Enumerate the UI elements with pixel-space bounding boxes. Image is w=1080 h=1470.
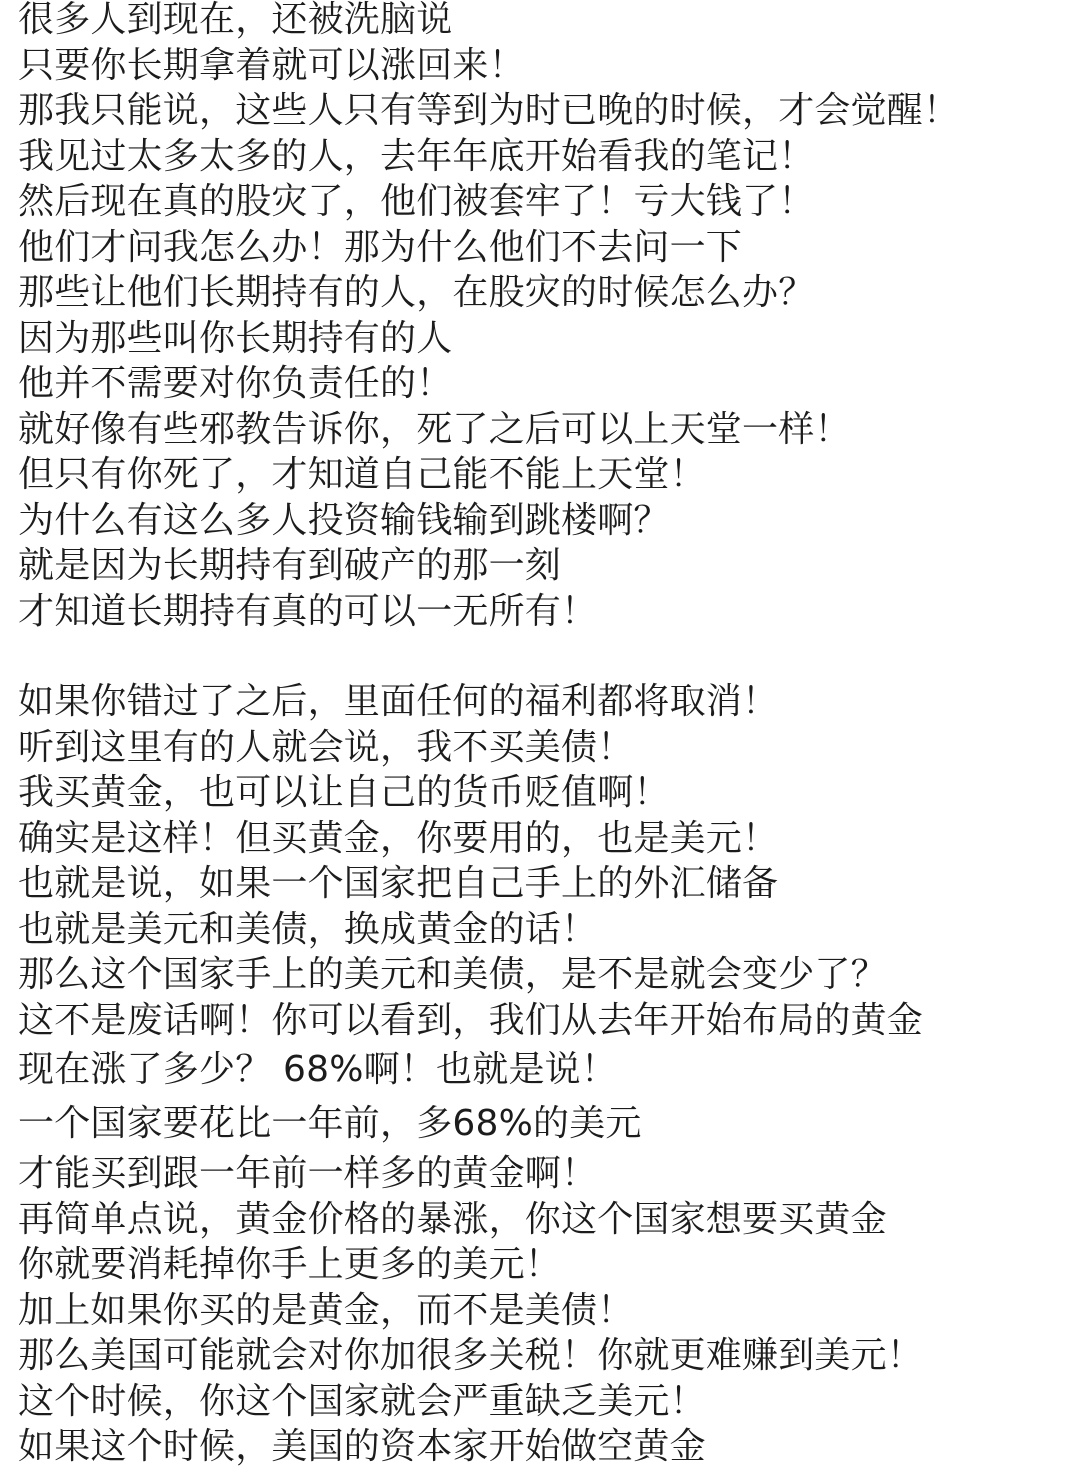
text-line: 确实是这样！但买黄金，你要用的，也是美元！ xyxy=(18,817,779,859)
document-body xyxy=(18,0,1070,1470)
text-line: 那么这个国家手上的美元和美债，是不是就会变少了？ xyxy=(18,954,887,995)
text-line: 加上如果你买的是黄金，而不是美债！ xyxy=(18,1289,634,1331)
text-line: 你就要消耗掉你手上更多的美元！ xyxy=(18,1244,562,1285)
text-line: 再简单点说，黄金价格的暴涨，你这个国家想要买黄金 xyxy=(18,1198,887,1240)
text-line: 那些让他们长期持有的人，在股灾的时候怎么办？ xyxy=(18,272,815,313)
text-line: 只要你长期拿着就可以涨回来！ xyxy=(18,44,525,86)
paragraph-1 xyxy=(18,0,1070,634)
text-line: 听到这里有的人就会说，我不买美债！ xyxy=(18,726,634,768)
text-line: 也就是美元和美债，换成黄金的话！ xyxy=(18,908,598,950)
text-line: 这不是废话啊！你可以看到，我们从去年开始布局的黄金 xyxy=(18,999,924,1041)
text-line: 他并不需要对你负责任的！ xyxy=(18,363,453,404)
text-line: 也就是说，如果一个国家把自己手上的外汇储备 xyxy=(18,863,779,904)
text-line: 才知道长期持有真的可以一无所有！ xyxy=(18,590,598,632)
text-line: 那我只能说，这些人只有等到为时已晚的时候，才会觉醒！ xyxy=(18,90,960,131)
text-line: 因为那些叫你长期持有的人 xyxy=(18,317,453,359)
text-line: 我见过太多太多的人，去年年底开始看我的笔记！ xyxy=(18,135,815,177)
text-line: 但只有你死了，才知道自己能不能上天堂！ xyxy=(18,454,706,495)
text-line: 很多人到现在，还被洗脑说 xyxy=(18,0,453,40)
text-line: 那么美国可能就会对你加很多关税！你就更难赚到美元！ xyxy=(18,1335,924,1376)
text-line: 他们才问我怎么办！那为什么他们不去问一下 xyxy=(18,226,743,268)
text-line: 现在涨了多少？ 68%啊！也就是说！ xyxy=(18,1049,618,1090)
text-line: 就是因为长期持有到破产的那一刻 xyxy=(18,545,562,586)
text-line: 如果这个时候，美国的资本家开始做空黄金 xyxy=(18,1426,706,1467)
text-line: 如果你错过了之后，里面任何的福利都将取消！ xyxy=(18,681,779,722)
text-line: 然后现在真的股灾了，他们被套牢了！亏大钱了！ xyxy=(18,181,815,222)
text-line: 才能买到跟一年前一样多的黄金啊！ xyxy=(18,1153,598,1194)
text-line: 就好像有些邪教告诉你，死了之后可以上天堂一样！ xyxy=(18,408,851,450)
paragraph-2 xyxy=(18,679,1070,1470)
text-line: 这个时候，你这个国家就会严重缺乏美元！ xyxy=(18,1380,706,1422)
paragraph-spacer xyxy=(18,634,1070,679)
text-line: 为什么有这么多人投资输钱输到跳楼啊？ xyxy=(18,499,670,541)
text-line: 一个国家要花比一年前，多68%的美元 xyxy=(18,1103,642,1144)
text-line: 我买黄金，也可以让自己的货币贬值啊！ xyxy=(18,772,670,813)
